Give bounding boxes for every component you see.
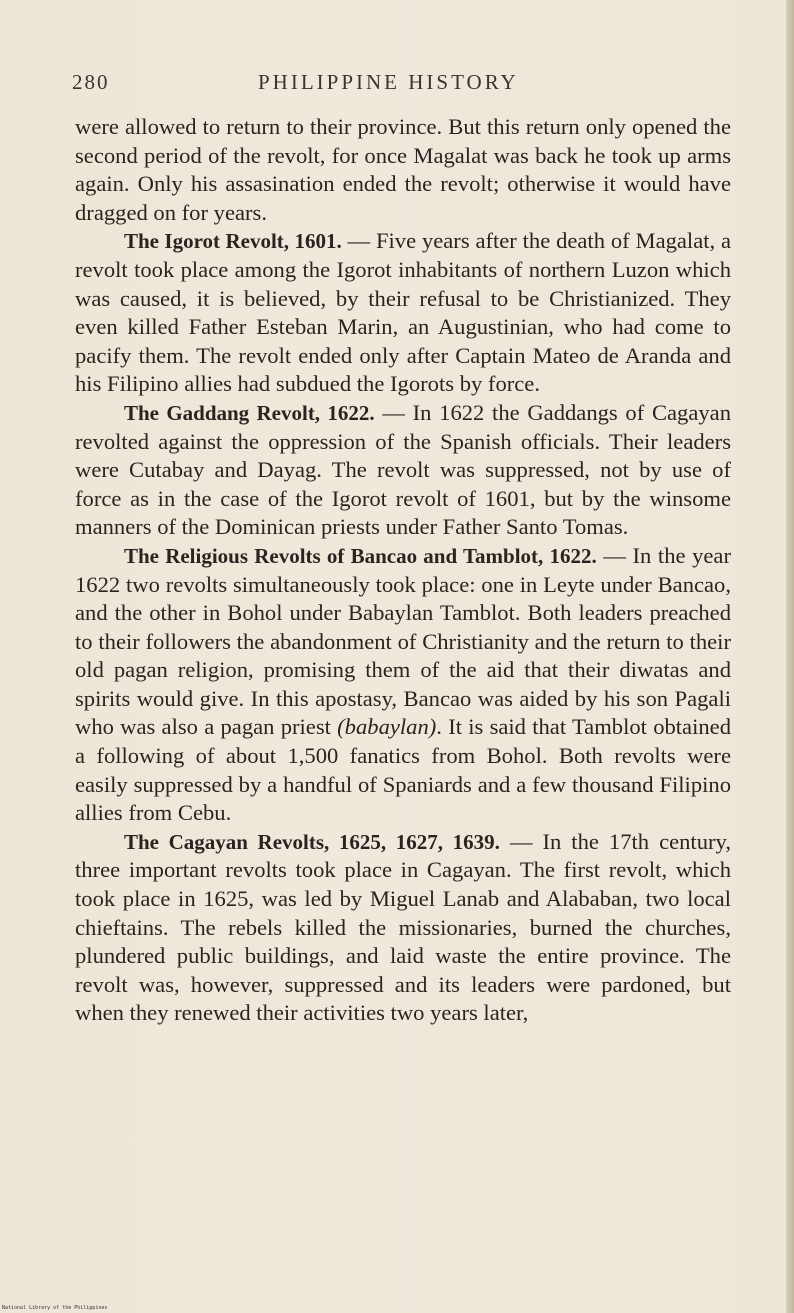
paragraph-continuation — [75, 113, 731, 227]
section-heading-igorot: The Igorot Revolt, 1601. — [124, 229, 342, 254]
paragraph-text: — In 1622 the Gaddangs of Cagayan revolted against the oppression of the Spanish officials. Their leaders were Cutabay and Dayag. The revolt was suppressed, not by use of force as in the case of the Igorot revolt of 1601, but by the winsome manners of the Dominican priests under Father Santo Tomas. — [75, 399, 731, 540]
paragraph-text: — In the year 1622 two revolts simultaneously took place: one in Leyte under Bancao, and the other in Bohol under Babaylan Tamblot. Both leaders preached to their followers the abandonment of Christianity and the return to their old pagan religion, promising them of the aid that their diwatas and spirits would give. In this apostasy, Bancao was aided by his son Pagali who was also a pagan priest — [75, 542, 731, 740]
italic-term: (babaylan) — [337, 714, 437, 740]
section-heading-gaddang: The Gaddang Revolt, 1622. — [124, 400, 375, 425]
running-title: PHILIPPINE HISTORY — [258, 70, 519, 94]
section-heading-religious: The Religious Revolts of Bancao and Tamblot, 1622. — [124, 543, 597, 568]
library-stamp: National Library of the Philippines — [2, 1305, 108, 1311]
paragraph-text: — In the 17th century, three important revolts took place in Cagayan. The first revolt, which took place in 1625, was led by Miguel Lanab and Alababan, two local chieftains. The rebels killed the missionaries, burned the churches, plundered public buildings, and laid waste the entire province. The revolt was, however, suppressed and its leaders were pardoned, but when they renewed their activities two years later, — [75, 828, 732, 1026]
page-header — [72, 64, 732, 100]
section-heading-cagayan: The Cagayan Revolts, 1625, 1627, 1639. — [124, 829, 500, 854]
body-text — [75, 113, 731, 1028]
page-edge — [786, 0, 794, 1313]
paragraph-religious-revolts — [75, 542, 731, 828]
paragraph-cagayan-revolts — [75, 828, 731, 1028]
paragraph-text: — Five years after the death of Magalat, a revolt took place among the Igorot inhabitants of northern Luzon which was caused, it is believed, by their refusal to be Christianized. They even killed Father Esteban Marin, an Augustinian, who had come to pacify them. The revolt ended only after Captain Mateo de Aranda and his Filipino allies had subdued the Igorots by force. — [75, 228, 732, 397]
paragraph-text: . It is said that Tamblot obtained a following of about 1,500 fanatics from Bohol. Both revolts were easily suppressed by a handful of Spaniards and a few thousand Filipino allies from Cebu. — [75, 714, 731, 826]
page-number: 280 — [72, 70, 110, 94]
paragraph-text: were allowed to return to their province. But this return only opened the second period of the revolt, for once Magalat was back he took up arms again. Only his assasination ended the revolt; otherwise it would have dragged on for years. — [75, 114, 731, 225]
paragraph-igorot-revolt — [75, 227, 731, 399]
paragraph-gaddang-revolt — [75, 399, 731, 542]
